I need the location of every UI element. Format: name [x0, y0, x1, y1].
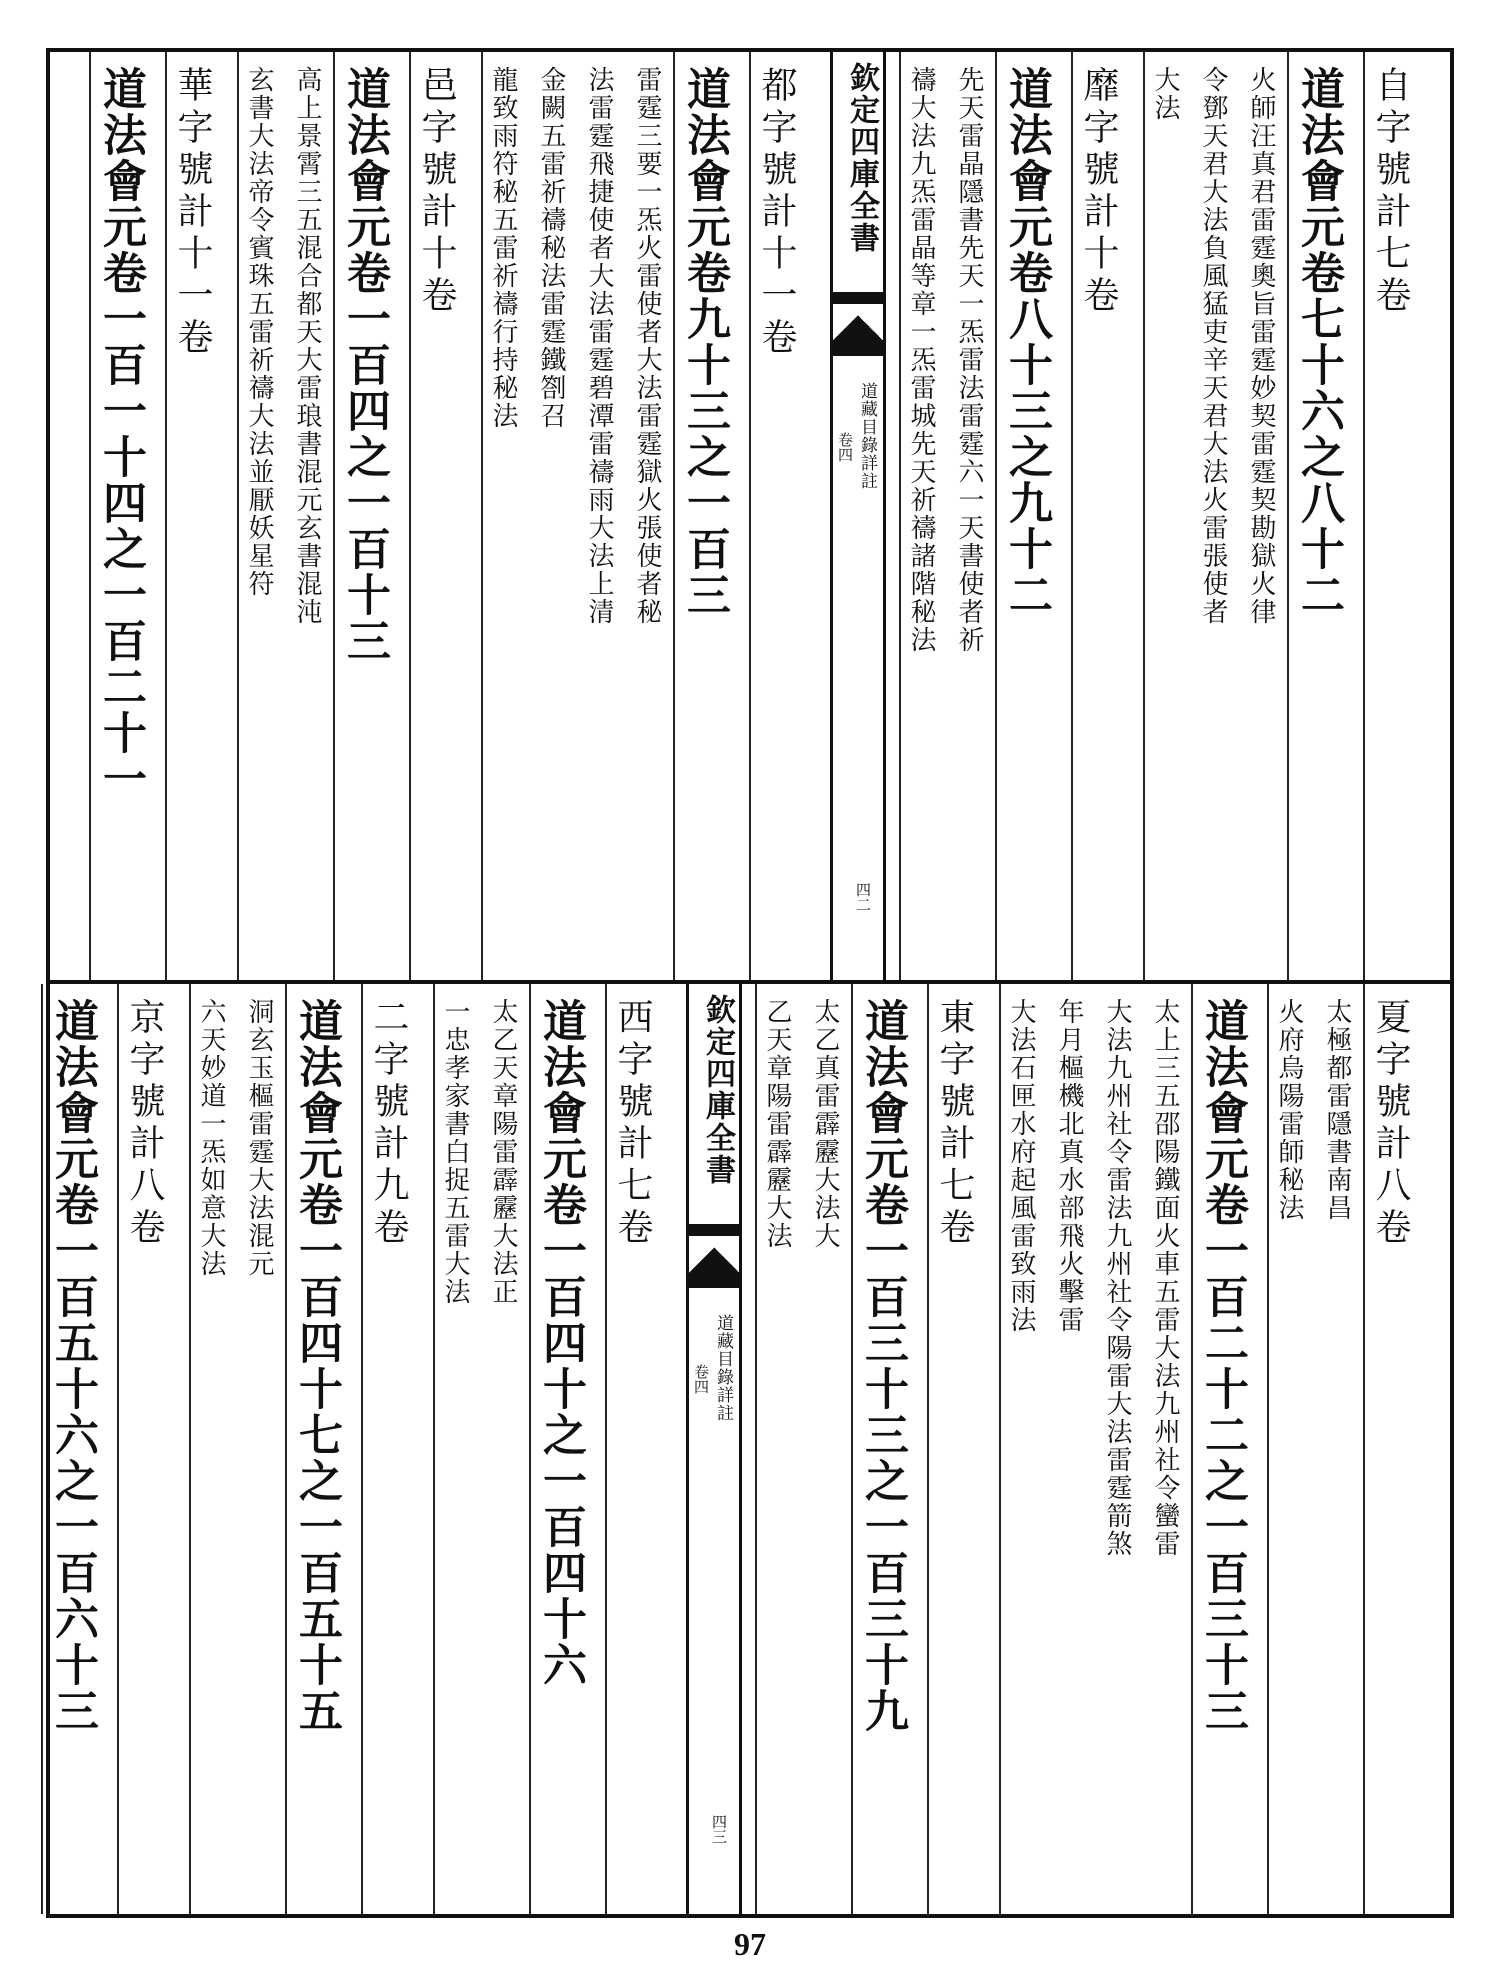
text-column: 華字號計十一卷: [172, 66, 213, 360]
column-rule: [851, 984, 853, 1914]
center-band: [830, 52, 886, 980]
center-band: [686, 984, 742, 1914]
band-subtitle: 道藏目錄詳註: [713, 1314, 733, 1422]
text-column: 雷霆三要一炁火雷使者大法雷霆獄火張使者秘: [632, 66, 662, 626]
column-rule: [899, 52, 901, 980]
column-rule: [237, 52, 239, 980]
text-column: 乙天章陽雷霹靂大法: [762, 998, 792, 1250]
text-column: 西字號計七卷: [612, 998, 653, 1250]
column-rule: [999, 984, 1001, 1914]
text-column: 二字號計九卷: [368, 998, 409, 1250]
text-column: 金闕五雷祈禱秘法雷霆鐵劄召: [536, 66, 566, 430]
text-column: 道法會元卷一百五十六之一百六十三: [47, 998, 98, 1734]
text-column: 道法會元卷一百二十二之一百三十三: [1197, 998, 1248, 1734]
text-column: 大法九州社令雷法九州社令陽雷大法雷霆箭煞: [1102, 998, 1132, 1558]
column-rule: [1267, 984, 1269, 1914]
column-rule: [749, 52, 751, 980]
band-title: 欽定四庫全書: [844, 62, 879, 254]
column-rule: [1363, 984, 1365, 1914]
text-column: 洞玄玉樞雷霆大法混元: [244, 998, 274, 1278]
column-rule: [433, 984, 435, 1914]
text-column: 一忠孝家書白捉五雷大法: [440, 998, 470, 1306]
column-rule: [673, 52, 675, 980]
text-column: 夏字號計八卷: [1370, 998, 1411, 1250]
column-rule: [165, 52, 167, 980]
band-title: 欽定四庫全書: [700, 994, 735, 1186]
text-column: 自字號計七卷: [1370, 66, 1411, 318]
text-column: 道法會元卷一百四十七之一百五十五: [291, 998, 342, 1734]
scanned-page: [46, 48, 1454, 1918]
column-rule: [1143, 52, 1145, 980]
text-column: 靡字號計十卷: [1078, 66, 1119, 318]
column-rule: [189, 984, 191, 1914]
bottom-panel: [47, 984, 1450, 1914]
column-rule: [927, 984, 929, 1914]
fish-tail-icon: [689, 1232, 739, 1288]
text-column: 道法會元卷一百三十三之一百三十九: [857, 998, 908, 1734]
text-column: 高上景霄三五混合都天大雷琅書混元玄書混沌: [292, 66, 322, 626]
column-rule: [529, 984, 531, 1914]
band-volume: 卷四: [836, 432, 854, 462]
band-volume: 卷四: [692, 1364, 710, 1394]
text-column: 太乙真雷霹靂大法大: [810, 998, 840, 1250]
text-column: 東字號計七卷: [934, 998, 975, 1250]
text-column: 太上三五邵陽鐵面火車五雷大法九州社令蠻雷: [1150, 998, 1180, 1558]
column-rule: [995, 52, 997, 980]
text-column: 大法: [1150, 66, 1180, 122]
text-column: 太乙天章陽雷霹靂大法正: [488, 998, 518, 1306]
column-rule: [755, 984, 757, 1914]
column-rule: [41, 984, 43, 1914]
text-column: 道法會元卷七十六之八十二: [1293, 66, 1344, 618]
text-column: 法雷霆飛捷使者大法雷霆碧潭雷禱雨大法上清: [584, 66, 614, 626]
band-subtitle: 道藏目錄詳註: [857, 382, 877, 490]
text-column: 道法會元卷一百四十之一百四十六: [535, 998, 586, 1688]
column-rule: [481, 52, 483, 980]
text-column: 六天妙道一炁如意大法: [196, 998, 226, 1278]
text-column: 大法石匣水府起風雷致雨法: [1006, 998, 1036, 1334]
band-page: 四三: [710, 1814, 728, 1844]
column-rule: [1071, 52, 1073, 980]
text-column: 龍致雨符秘五雷祈禱行持秘法: [488, 66, 518, 430]
text-column: 京字號計八卷: [124, 998, 165, 1250]
text-column: 太極都雷隱書南昌: [1322, 998, 1352, 1222]
text-column: 年月樞機北真水部飛火擊雷: [1054, 998, 1084, 1334]
band-page: 四二: [854, 882, 872, 912]
column-rule: [333, 52, 335, 980]
column-rule: [89, 52, 91, 980]
column-rule: [409, 52, 411, 980]
column-rule: [361, 984, 363, 1914]
text-column: 道法會元卷一百四之一百十三: [339, 66, 390, 664]
text-column: 火府烏陽雷師秘法: [1274, 998, 1304, 1222]
column-rule: [1191, 984, 1193, 1914]
text-column: 玄書大法帝令賓珠五雷祈禱大法並厭妖星符: [244, 66, 274, 598]
text-column: 令鄧天君大法負風猛吏辛天君大法火雷張使者: [1198, 66, 1228, 626]
text-column: 禱大法九炁雷晶等章一炁雷城先天祈禱諸階秘法: [906, 66, 936, 654]
text-column: 道法會元卷八十三之九十二: [1001, 66, 1052, 618]
fish-tail-icon: [833, 300, 883, 356]
column-rule: [1363, 52, 1365, 980]
text-column: 道法會元卷一百一十四之一百二十一: [95, 66, 146, 802]
column-rule: [117, 984, 119, 1914]
text-column: 道法會元卷九十三之一百三: [679, 66, 730, 618]
text-column: 邑字號計十卷: [416, 66, 457, 318]
column-rule: [285, 984, 287, 1914]
top-panel: [50, 52, 1450, 980]
text-column: 都字號計十一卷: [756, 66, 797, 360]
page-number: 97: [734, 1926, 766, 1962]
column-rule: [1287, 52, 1289, 980]
text-column: 火師汪真君雷霆奧旨雷霆妙契雷霆契勘獄火律: [1246, 66, 1276, 626]
text-column: 先天雷晶隱書先天一炁雷法雷霆六一天書使者祈: [954, 66, 984, 654]
column-rule: [605, 984, 607, 1914]
